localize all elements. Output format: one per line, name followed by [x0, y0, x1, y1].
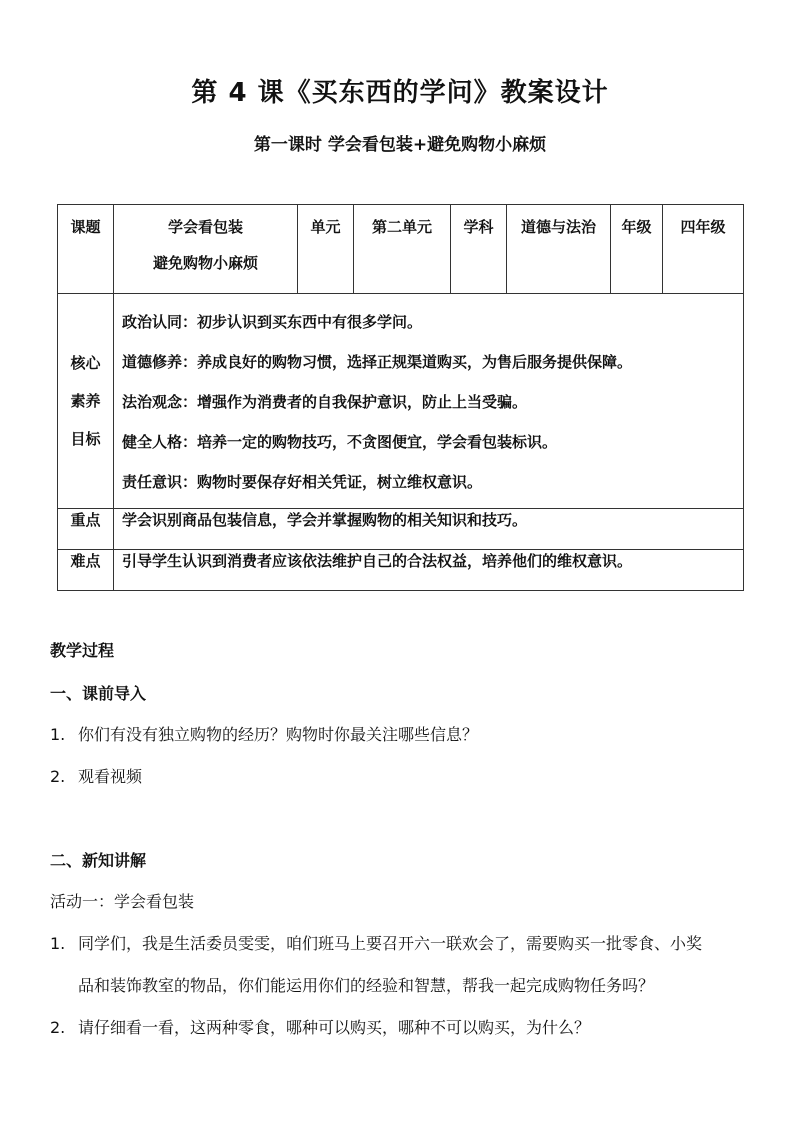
goal-item: 法治观念：增强作为消费者的自我保护意识，防止上当受骗。 — [122, 393, 528, 411]
unit-value: 第二单元 — [354, 205, 451, 294]
key-point-text: 学会识别商品包装信息，学会并掌握购物的相关知识和技巧。 — [114, 509, 744, 550]
topic-line: 避免购物小麻烦 — [152, 254, 258, 272]
difficulty-label: 难点 — [58, 550, 114, 591]
subject-value: 道德与法治 — [507, 205, 611, 294]
table-row — [58, 550, 744, 591]
core-literacy-goals — [114, 294, 744, 509]
list-item: 2. 观看视频 — [50, 767, 143, 786]
core-literacy-label: 核心 素养 目标 — [58, 294, 114, 509]
goal-item: 责任意识：购物时要保存好相关凭证，树立维权意识。 — [122, 473, 483, 491]
topic-line: 学会看包装 — [167, 218, 243, 236]
list-item: 2. 请仔细看一看，这两种零食，哪种可以购买，哪种不可以购买，为什么？ — [50, 1018, 591, 1037]
difficulty-text: 引导学生认识到消费者应该依法维护自己的合法权益，培养他们的维权意识。 — [114, 550, 744, 591]
lesson-info-table — [57, 204, 744, 591]
part1-heading: 一、课前导入 — [50, 684, 147, 703]
list-item: 1. 你们有没有独立购物的经历？购物时你最关注哪些信息？ — [50, 725, 479, 744]
topic-value — [114, 205, 298, 294]
grade-value: 四年级 — [663, 205, 744, 294]
table-row — [58, 205, 744, 294]
teaching-process-heading: 教学过程 — [50, 641, 115, 660]
table-row — [58, 294, 744, 509]
document-title: 第 4 课《买东西的学问》教案设计 — [191, 78, 609, 108]
subject-label: 学科 — [451, 205, 507, 294]
table-row — [58, 509, 744, 550]
grade-label: 年级 — [611, 205, 663, 294]
list-item: 1. 同学们，我是生活委员雯雯，咱们班马上要召开六一联欢会了，需要购买一批零食、小奖 — [50, 934, 703, 953]
goal-item: 道德修养：养成良好的购物习惯，选择正规渠道购买，为售后服务提供保障。 — [122, 353, 633, 371]
topic-label: 课题 — [58, 205, 114, 294]
key-point-label: 重点 — [58, 509, 114, 550]
activity-title: 活动一：学会看包装 — [50, 892, 195, 911]
document-subtitle: 第一课时 学会看包装+避免购物小麻烦 — [253, 135, 547, 155]
unit-label: 单元 — [298, 205, 354, 294]
goal-item: 健全人格：培养一定的购物技巧，不贪图便宜，学会看包装标识。 — [122, 433, 558, 451]
part2-heading: 二、新知讲解 — [50, 851, 147, 870]
list-item-continuation: 品和装饰教室的物品，你们能运用你们的经验和智慧，帮我一起完成购物任务吗？ — [78, 976, 655, 995]
goal-item: 政治认同：初步认识到买东西中有很多学问。 — [122, 313, 423, 331]
